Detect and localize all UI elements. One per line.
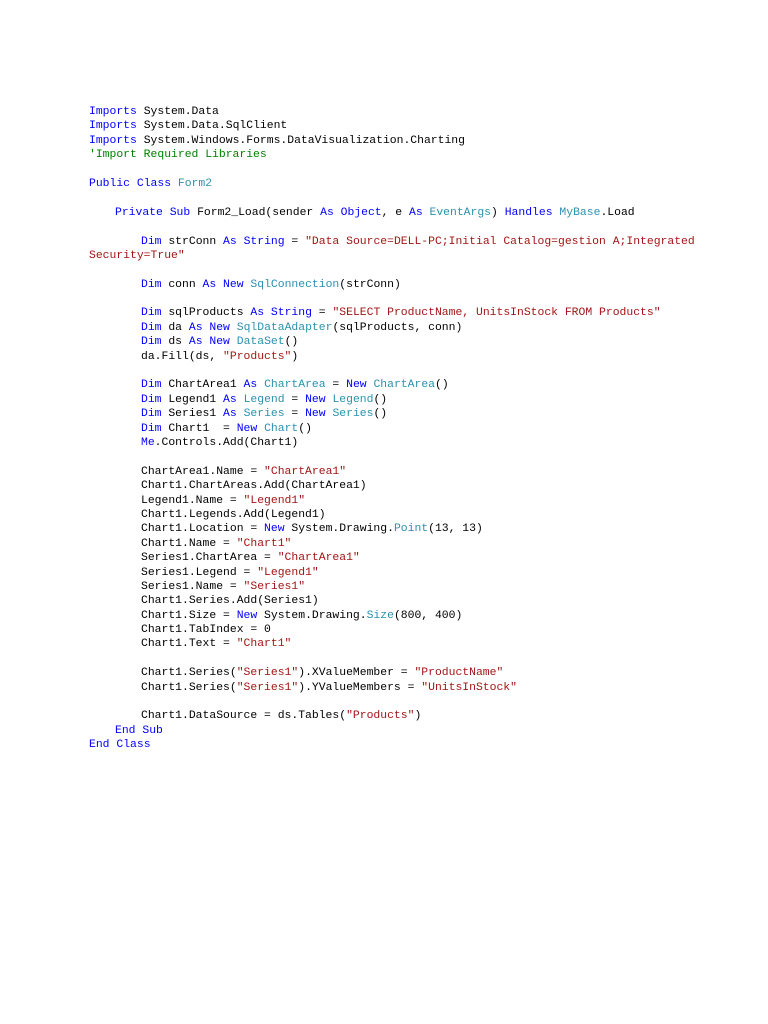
code-line-tabindex (89, 623, 689, 637)
type-name: SqlDataAdapter (236, 321, 333, 334)
code-text: ) (291, 350, 299, 363)
code-text: Chart1.Text = (141, 638, 237, 651)
keyword: Object (340, 206, 382, 219)
code-text: conn (161, 278, 203, 291)
code-text: Chart1.Series( (141, 681, 237, 694)
code-line-ds (89, 335, 689, 349)
space (171, 178, 178, 190)
keyword: Dim (141, 235, 162, 248)
code-line-size (89, 609, 689, 623)
code-text: () (373, 393, 388, 406)
code-text: .Load (600, 206, 635, 219)
class-name: Form2 (177, 177, 213, 190)
code-line-imports-1 (89, 105, 689, 119)
type-name: SqlConnection (250, 278, 340, 291)
keyword: Sub (169, 206, 191, 219)
code-text: .Controls.Add(Chart1) (154, 436, 299, 449)
string-literal: "ChartArea1" (264, 465, 347, 478)
keyword: Dim (141, 321, 162, 334)
code-line-legend1-name (89, 494, 689, 508)
keyword: End (89, 739, 110, 752)
keyword: As (408, 206, 423, 219)
code-line-series1-legend (89, 566, 689, 580)
space (237, 408, 244, 420)
code-line-datasource (89, 709, 689, 723)
keyword: New (346, 379, 367, 392)
keyword: As (223, 393, 237, 406)
code-line-strconn-wrap (89, 249, 689, 263)
code-line-imports-2 (89, 119, 689, 133)
space (498, 207, 505, 219)
space (423, 207, 430, 219)
type-name: Chart (264, 422, 299, 435)
keyword: Dim (141, 408, 162, 421)
space (137, 120, 144, 132)
code-text: = (311, 307, 333, 320)
code-line-controls-add (89, 436, 689, 450)
code-text: ChartArea1.Name = (141, 465, 265, 478)
keyword: Class (136, 177, 172, 190)
string-literal: "Series1" (243, 580, 306, 593)
space (230, 336, 237, 348)
space (264, 307, 271, 319)
code-line-class-decl (89, 177, 689, 191)
code-text: da.Fill(ds, (141, 350, 224, 363)
import-namespace: System.Data.SqlClient (143, 120, 288, 133)
code-text: ) (414, 710, 422, 723)
space (137, 135, 144, 147)
code-line-series1 (89, 407, 689, 421)
string-literal: "Chart1" (236, 537, 292, 550)
code-line-legend1 (89, 393, 689, 407)
string-literal: Security=True" (89, 249, 185, 262)
keyword: Me (141, 436, 155, 449)
keyword: Dim (141, 336, 162, 349)
keyword: As (243, 379, 258, 392)
keyword: New (305, 393, 326, 406)
type-name: Series (332, 408, 374, 421)
type-name: Series (243, 408, 285, 421)
code-text: Legend1 (161, 393, 224, 406)
code-text: Chart1.DataSource = ds.Tables( (141, 710, 347, 723)
keyword: End (115, 724, 136, 737)
code-text: Chart1.Legends.Add(Legend1) (141, 508, 326, 521)
code-text: System.Drawing. (284, 523, 394, 536)
keyword: New (264, 523, 285, 536)
code-listing (89, 105, 695, 753)
keyword: As (223, 235, 237, 248)
code-text: , e (381, 206, 409, 219)
space (230, 322, 237, 334)
code-text: strConn (161, 235, 224, 248)
code-text: Chart1.ChartAreas.Add(ChartArea1) (141, 480, 367, 493)
code-line-fill (89, 350, 689, 364)
code-text: ) (491, 206, 498, 219)
blank-line (89, 292, 689, 306)
code-text: = (216, 422, 237, 435)
string-literal: "SELECT ProductName, UnitsInStock FROM Products" (332, 307, 661, 320)
keyword: String (243, 235, 285, 248)
keyword: New (236, 422, 258, 435)
code-text: Chart1.Location = (141, 523, 265, 536)
code-line-yvaluemembers (89, 681, 689, 695)
code-line-chartareas-add (89, 479, 689, 493)
space (137, 106, 144, 118)
string-literal: "Chart1" (236, 638, 292, 651)
keyword: As (202, 278, 217, 291)
keyword: As (188, 321, 203, 334)
code-line-sub-decl (89, 206, 689, 220)
keyword: As (223, 408, 237, 421)
keyword: Private (115, 206, 163, 219)
blank-line (89, 220, 689, 234)
type-name: MyBase (559, 206, 601, 219)
string-literal: "Series1" (236, 667, 299, 680)
space (130, 178, 137, 190)
blank-line (89, 695, 689, 709)
code-text: (800, 400) (393, 609, 463, 622)
code-line-conn (89, 278, 689, 292)
code-text: () (298, 422, 312, 435)
string-literal: "Products" (346, 710, 415, 723)
keyword: Class (116, 739, 151, 752)
code-text: da (161, 321, 189, 334)
blank-line (89, 364, 689, 378)
type-name: ChartArea (373, 379, 435, 392)
code-line-end-class (89, 738, 689, 752)
keyword: New (209, 336, 230, 349)
code-text: Chart1 (161, 422, 217, 435)
string-literal: "UnitsInStock" (421, 681, 517, 694)
space (163, 207, 170, 219)
keyword: Dim (141, 307, 162, 320)
code-line-chartarea1-name (89, 465, 689, 479)
space (334, 207, 341, 219)
type-name: EventArgs (429, 206, 492, 219)
code-text: () (284, 336, 299, 349)
keyword: Sub (142, 724, 163, 737)
code-text: ChartArea1 (161, 379, 244, 392)
keyword: As (250, 307, 265, 320)
keyword: As (320, 206, 334, 219)
code-line-chart1 (89, 422, 689, 436)
code-text: Legend1.Name = (141, 494, 244, 507)
code-text: sqlProducts (161, 307, 251, 320)
code-line-end-sub (89, 724, 689, 738)
code-line-chart1-text (89, 637, 689, 651)
code-line-imports-3 (89, 134, 689, 148)
keyword: Imports (89, 120, 137, 133)
type-name: ChartArea (264, 379, 326, 392)
code-comment: 'Import Required Libraries (89, 149, 267, 162)
keyword: Dim (141, 379, 162, 392)
code-text: Chart1.TabIndex = 0 (141, 624, 271, 637)
code-text: () (373, 408, 388, 421)
code-text: () (435, 379, 449, 392)
code-text: Series1.Legend = (141, 566, 258, 579)
blank-line (89, 652, 689, 666)
blank-line (89, 450, 689, 464)
code-line-location (89, 522, 689, 536)
code-text: Chart1.Size = (141, 609, 237, 622)
code-text: Chart1.Series( (141, 667, 237, 680)
type-name: Legend (332, 393, 374, 406)
keyword: New (305, 408, 326, 421)
code-text: = (325, 379, 347, 392)
keyword: String (270, 307, 312, 320)
keyword: Dim (141, 278, 162, 291)
keyword: Handles (504, 206, 553, 219)
code-text: = (284, 235, 306, 248)
code-text: Series1.Name = (141, 580, 244, 593)
keyword: New (209, 321, 230, 334)
string-literal: "Legend1" (257, 566, 319, 579)
code-text: ).YValueMembers = (298, 681, 422, 694)
code-text: ).XValueMember = (298, 667, 415, 680)
import-namespace: System.Windows.Forms.DataVisualization.Charting (143, 134, 465, 147)
code-text: Chart1.Name = (141, 537, 237, 550)
type-name: Legend (243, 393, 285, 406)
string-literal: "Data Source=DELL-PC;Initial Catalog=gestion A;Integrated (305, 235, 695, 248)
code-text: Series1.ChartArea = (141, 552, 278, 565)
keyword: Dim (141, 422, 162, 435)
type-name: DataSet (236, 336, 285, 349)
code-line-strconn (89, 235, 695, 249)
keyword: Imports (89, 106, 137, 118)
sub-signature: Form2_Load(sender (197, 206, 321, 219)
string-literal: "Series1" (236, 681, 299, 694)
type-name: Point (393, 523, 429, 536)
code-line-series-add (89, 594, 689, 608)
blank-line (89, 263, 689, 277)
keyword: Public (89, 177, 131, 190)
keyword: New (223, 278, 244, 291)
code-text: Series1 (161, 408, 224, 421)
string-literal: "ProductName" (414, 667, 504, 680)
keyword: Imports (89, 134, 137, 147)
code-line-legends-add (89, 508, 689, 522)
code-line-series1-chartarea (89, 551, 689, 565)
code-text: = (284, 408, 306, 421)
keyword: As (188, 336, 203, 349)
keyword: New (236, 609, 258, 622)
code-line-da (89, 321, 689, 335)
code-text: (13, 13) (428, 523, 483, 536)
string-literal: "Legend1" (243, 494, 306, 507)
blank-line (89, 191, 689, 205)
code-text: System.Drawing. (257, 609, 367, 622)
code-line-xvaluemember (89, 666, 689, 680)
code-text: (strConn) (339, 278, 401, 291)
code-line-sqlproducts (89, 306, 689, 320)
code-line-chart1-name (89, 537, 689, 551)
type-name: Size (366, 609, 394, 622)
code-text: Chart1.Series.Add(Series1) (141, 595, 319, 608)
blank-line (89, 163, 689, 177)
string-literal: "Products" (223, 350, 292, 363)
keyword: Dim (141, 393, 162, 406)
space (237, 236, 244, 248)
code-line-series1-name (89, 580, 689, 594)
space (237, 394, 244, 406)
code-text: = (284, 393, 306, 406)
string-literal: "ChartArea1" (277, 552, 360, 565)
import-namespace: System.Data (143, 106, 219, 118)
code-text: ds (161, 336, 189, 349)
code-text: (sqlProducts, conn) (332, 321, 463, 334)
code-line-chartarea1 (89, 378, 689, 392)
